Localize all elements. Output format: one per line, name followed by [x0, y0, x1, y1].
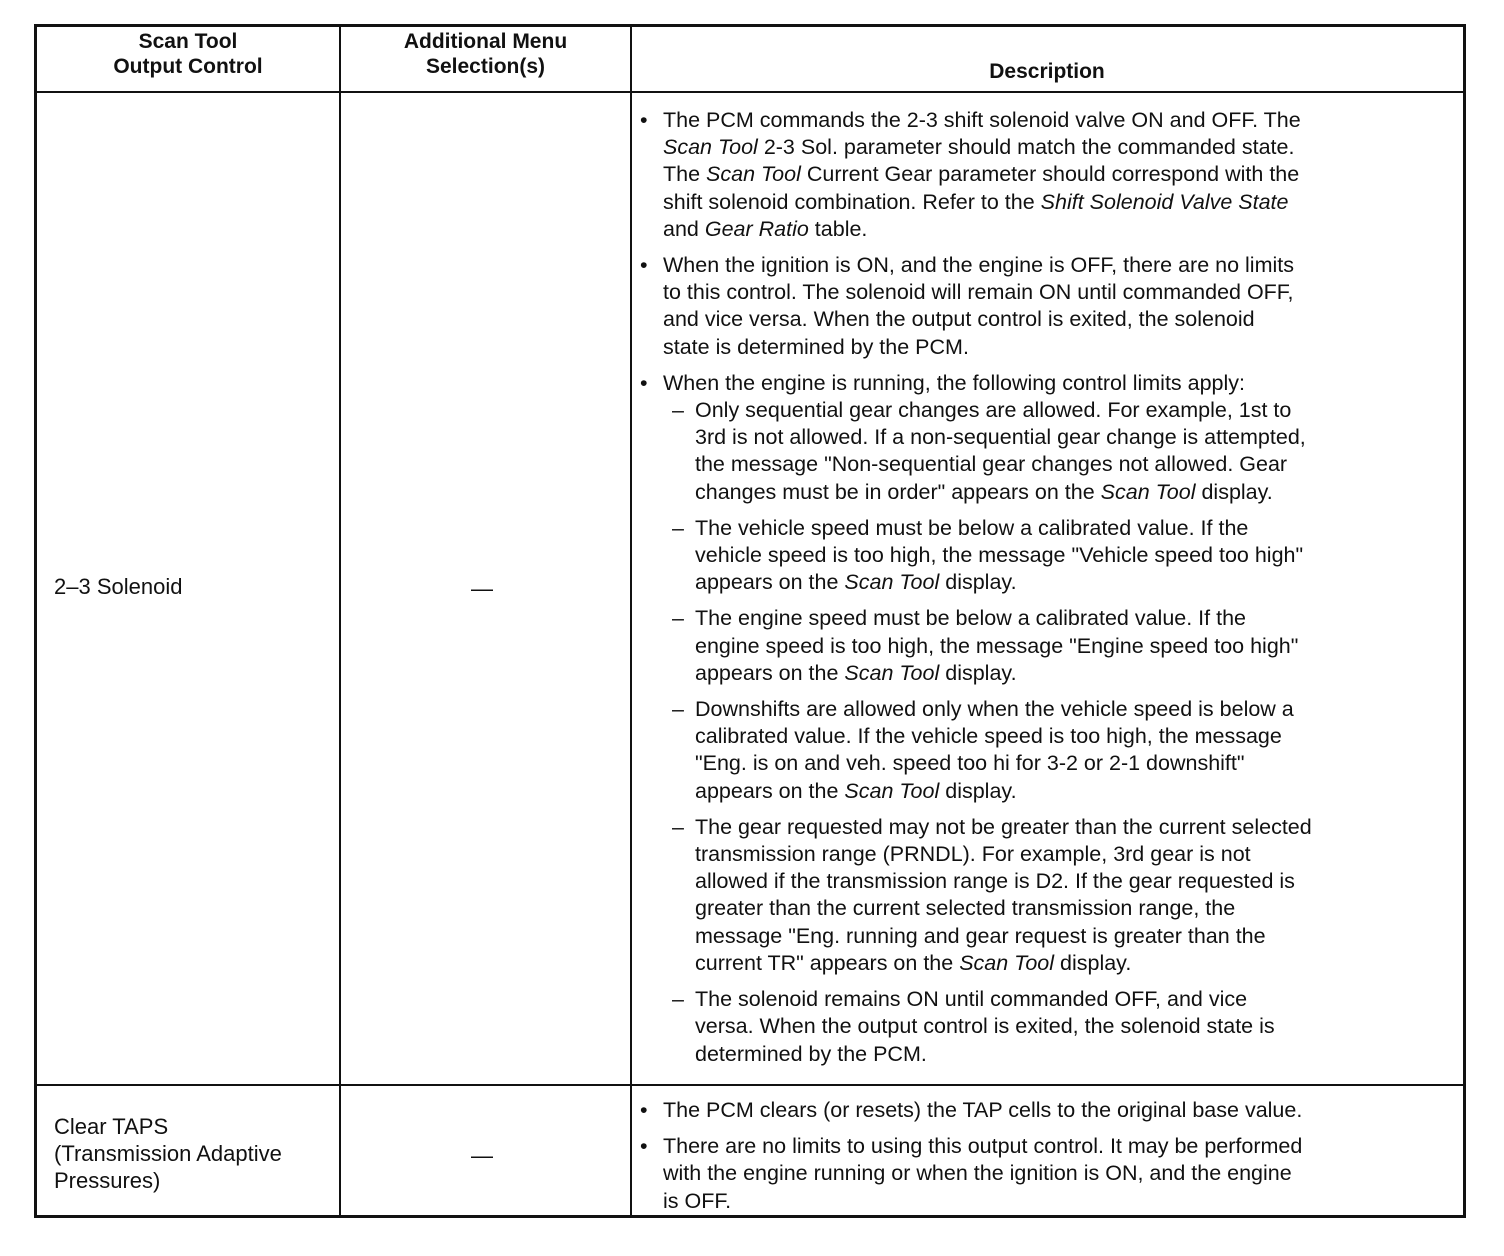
bullet-item [640, 107, 1455, 243]
text-line: Scan Tool 2-3 Sol. parameter should match the commanded state. [663, 135, 1295, 160]
text-line: engine speed is too high, the message "Engine speed too high" [695, 633, 1299, 658]
text-line: determined by the PCM. [695, 1041, 927, 1066]
text-line: current TR" appears on the Scan Tool display. [695, 950, 1132, 975]
text-line: versa. When the output control is exited, the solenoid state is [695, 1014, 1275, 1039]
text-line: vehicle speed is too high, the message "Vehicle speed too high" [695, 543, 1304, 568]
text-line: Clear TAPS [54, 1114, 169, 1139]
sub-item [672, 397, 1455, 506]
text-line: appears on the Scan Tool display. [695, 660, 1017, 685]
bullet-marker: • [640, 370, 648, 395]
text-line: The engine speed must be below a calibrated value. If the [695, 606, 1246, 631]
text-line: message "Eng. running and gear request is greater than the [695, 923, 1266, 948]
text-line: the message "Non-sequential gear changes not allowed. Gear [695, 452, 1288, 477]
text-line: The vehicle speed must be below a calibrated value. If the [695, 515, 1249, 540]
header-scan-tool-output-control [37, 29, 339, 79]
row-control-2-3-solenoid: 2–3 Solenoid [54, 574, 183, 599]
text-line: appears on the Scan Tool display. [695, 778, 1017, 803]
text-line: When the engine is running, the following control limits apply: [663, 370, 1246, 395]
text-line: There are no limits to using this output control. It may be performed [663, 1134, 1303, 1159]
sub-item [672, 515, 1455, 597]
dash-marker: – [672, 606, 684, 631]
sub-item [672, 696, 1455, 805]
dash-marker: – [672, 987, 684, 1012]
header-divider [37, 91, 1463, 93]
text-line: appears on the Scan Tool display. [695, 570, 1017, 595]
sub-item [672, 814, 1455, 977]
header-line: Selection(s) [425, 55, 546, 78]
header-additional-menu-selections [339, 29, 632, 79]
row-description-clear-taps [640, 1097, 1455, 1215]
bullet-marker: • [640, 1098, 648, 1122]
text-line: with the engine running or when the ignition is ON, and the engine [663, 1161, 1292, 1186]
bullet-marker: • [640, 253, 648, 278]
sub-item [672, 605, 1455, 687]
text-line: The PCM clears (or resets) the TAP cells to the original base value. [663, 1098, 1303, 1122]
bullet-item [640, 1133, 1455, 1215]
header-description: Description [989, 60, 1105, 83]
sub-item [672, 986, 1455, 1068]
text-line: Downshifts are allowed only when the vehicle speed is below a [695, 697, 1294, 722]
text-line: greater than the current selected transmission range, the [695, 896, 1236, 921]
dash-marker: – [672, 697, 684, 722]
text-line: allowed if the transmission range is D2. If the gear requested is [695, 869, 1295, 894]
bullet-item [640, 370, 1455, 397]
text-line: is OFF. [663, 1188, 732, 1213]
row-menu-selection: — [471, 576, 493, 601]
text-line: state is determined by the PCM. [663, 334, 969, 359]
text-line: "Eng. is on and veh. speed too hi for 3-2 or 2-1 downshift" [695, 751, 1245, 776]
text-line: The PCM commands the 2-3 shift solenoid valve ON and OFF. The [663, 108, 1301, 132]
dash-marker: – [672, 515, 684, 540]
text-line: 3rd is not allowed. If a non-sequential gear change is attempted, [695, 425, 1306, 450]
header-line: Additional Menu [403, 30, 568, 53]
bullet-item [640, 1097, 1455, 1124]
bullet-marker: • [640, 108, 648, 132]
text-line: shift solenoid combination. Refer to the Shift Solenoid Valve State [663, 189, 1289, 214]
column-divider [339, 27, 341, 1215]
text-line: and vice versa. When the output control is exited, the solenoid [663, 307, 1255, 332]
row-description-2-3-solenoid [640, 107, 1455, 1068]
column-divider [630, 27, 632, 1215]
bullet-marker: • [640, 1134, 648, 1159]
text-line: calibrated value. If the vehicle speed is too high, the message [695, 724, 1282, 749]
text-line: The solenoid remains ON until commanded OFF, and vice [695, 987, 1248, 1012]
text-line: The gear requested may not be greater than the current selected [695, 814, 1312, 839]
header-line: Output Control [113, 55, 263, 78]
row-menu-selection: — [471, 1143, 493, 1168]
text-line: (Transmission Adaptive [54, 1141, 282, 1166]
dash-marker: – [672, 814, 684, 839]
text-line: The Scan Tool Current Gear parameter should correspond with the [663, 162, 1300, 187]
text-line: When the ignition is ON, and the engine is OFF, there are no limits [663, 253, 1294, 278]
dash-marker: – [672, 398, 684, 423]
row-control-clear-taps [54, 1113, 282, 1194]
header-line: Scan Tool [138, 30, 238, 53]
row-divider [37, 1084, 1463, 1086]
text-line: changes must be in order" appears on the Scan Tool display. [695, 479, 1273, 504]
bullet-item [640, 252, 1455, 361]
text-line: Pressures) [54, 1168, 161, 1193]
text-line: Only sequential gear changes are allowed. For example, 1st to [695, 398, 1292, 423]
text-line: to this control. The solenoid will remain ON until commanded OFF, [663, 280, 1294, 305]
text-line: transmission range (PRNDL). For example, 3rd gear is not [695, 842, 1251, 867]
text-line: and Gear Ratio table. [663, 216, 868, 241]
